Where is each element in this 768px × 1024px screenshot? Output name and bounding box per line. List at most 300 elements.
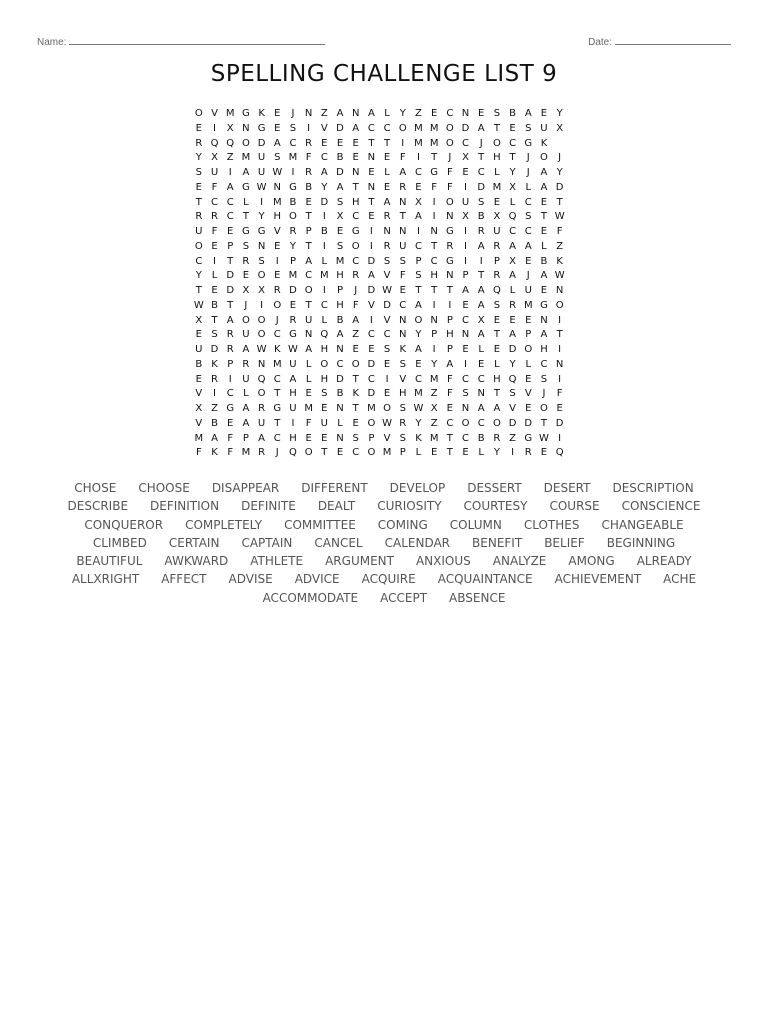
grid-letter: X bbox=[242, 285, 250, 296]
grid-row bbox=[191, 284, 583, 299]
grid-letter: T bbox=[431, 285, 438, 296]
grid-letter: E bbox=[556, 403, 563, 414]
word-bank-item: BENEFIT bbox=[472, 535, 523, 550]
grid-letter: F bbox=[446, 388, 453, 400]
grid-letter: N bbox=[555, 358, 564, 370]
word-bank-item: CHOSE bbox=[74, 481, 117, 495]
grid-letter: E bbox=[274, 270, 281, 282]
grid-letter: H bbox=[320, 373, 329, 385]
grid-letter: V bbox=[367, 299, 375, 311]
grid-letter: A bbox=[399, 167, 407, 178]
grid-letter: O bbox=[492, 417, 501, 429]
grid-letter: M bbox=[272, 196, 282, 208]
grid-letter: L bbox=[211, 270, 218, 282]
grid-letter: X bbox=[430, 403, 438, 414]
grid-letter: I bbox=[322, 211, 326, 223]
grid-letter: T bbox=[305, 211, 312, 223]
grid-letter: S bbox=[509, 388, 516, 400]
word-bank-item: ACQUAINTANCE bbox=[437, 572, 533, 587]
grid-letter: Q bbox=[508, 211, 517, 223]
grid-letter: U bbox=[289, 403, 297, 414]
grid-letter: B bbox=[211, 299, 218, 311]
grid-letter: E bbox=[540, 447, 548, 459]
grid-letter: O bbox=[367, 417, 376, 429]
word-bank-item: CHANGEABLE bbox=[601, 517, 684, 532]
word-bank bbox=[40, 479, 728, 607]
grid-letter: G bbox=[351, 226, 360, 237]
grid-letter: R bbox=[383, 240, 391, 252]
word-bank-row bbox=[40, 570, 728, 588]
grid-letter: I bbox=[464, 226, 467, 237]
grid-letter: C bbox=[367, 373, 375, 385]
grid-letter: O bbox=[351, 358, 360, 370]
grid-row bbox=[191, 166, 583, 181]
grid-letter: A bbox=[477, 329, 485, 341]
grid-letter: X bbox=[415, 196, 422, 208]
grid-letter: E bbox=[195, 373, 202, 385]
grid-letter: I bbox=[369, 240, 373, 252]
grid-letter: I bbox=[432, 211, 436, 223]
grid-letter: K bbox=[258, 108, 265, 119]
word-search-grid bbox=[191, 107, 583, 461]
grid-letter: J bbox=[275, 447, 279, 459]
grid-letter: E bbox=[195, 122, 202, 134]
grid-letter: G bbox=[540, 299, 548, 311]
grid-letter: N bbox=[242, 122, 250, 134]
grid-letter: M bbox=[429, 137, 439, 149]
grid-letter: L bbox=[384, 108, 390, 119]
grid-row bbox=[191, 122, 583, 137]
grid-letter: N bbox=[351, 108, 360, 119]
grid-letter: V bbox=[211, 108, 218, 119]
grid-letter: D bbox=[524, 417, 533, 429]
grid-letter: O bbox=[414, 314, 423, 326]
grid-letter: E bbox=[289, 299, 297, 311]
word-bank-item: BEAUTIFUL bbox=[76, 554, 143, 569]
grid-letter: C bbox=[414, 240, 422, 252]
grid-letter: W bbox=[256, 344, 267, 355]
grid-letter: T bbox=[384, 137, 391, 149]
grid-letter: W bbox=[554, 270, 565, 282]
grid-letter: O bbox=[241, 137, 250, 149]
grid-letter: C bbox=[352, 211, 360, 223]
grid-letter: E bbox=[540, 196, 548, 208]
word-bank-item: CANCEL bbox=[314, 535, 363, 550]
grid-letter: A bbox=[477, 299, 485, 311]
grid-letter: U bbox=[195, 344, 203, 355]
grid-letter: T bbox=[493, 122, 500, 134]
grid-letter: F bbox=[399, 270, 406, 282]
grid-letter: D bbox=[367, 388, 376, 400]
grid-letter: E bbox=[195, 181, 202, 193]
grid-letter: N bbox=[399, 314, 407, 326]
grid-letter: O bbox=[304, 285, 313, 296]
grid-letter: Y bbox=[195, 270, 202, 282]
grid-letter: S bbox=[493, 299, 501, 311]
grid-letter: F bbox=[446, 167, 453, 178]
grid-letter: B bbox=[509, 108, 517, 119]
grid-letter: A bbox=[415, 211, 422, 223]
grid-letter: I bbox=[511, 447, 515, 459]
grid-letter: I bbox=[260, 299, 264, 311]
grid-letter: A bbox=[367, 108, 375, 119]
grid-letter: Z bbox=[211, 403, 218, 414]
grid-letter: W bbox=[539, 432, 549, 444]
grid-letter: T bbox=[305, 299, 312, 311]
grid-letter: D bbox=[226, 270, 235, 282]
grid-letter: N bbox=[336, 344, 344, 355]
grid-letter: I bbox=[464, 240, 467, 252]
grid-letter: U bbox=[493, 226, 501, 237]
grid-letter: U bbox=[399, 240, 407, 252]
grid-letter: B bbox=[477, 432, 485, 444]
grid-letter: P bbox=[227, 358, 234, 370]
grid-letter: M bbox=[272, 358, 282, 370]
grid-letter: M bbox=[241, 152, 251, 164]
word-bank-item: COURTESY bbox=[463, 499, 528, 514]
grid-letter: O bbox=[241, 314, 250, 326]
grid-row bbox=[191, 328, 583, 343]
grid-letter: E bbox=[274, 108, 281, 119]
grid-row bbox=[191, 314, 583, 329]
grid-letter: R bbox=[273, 285, 281, 296]
grid-letter: E bbox=[540, 285, 548, 296]
word-bank-item: CLOTHES bbox=[523, 517, 580, 532]
grid-letter: E bbox=[336, 226, 344, 237]
grid-letter: R bbox=[524, 447, 532, 459]
grid-letter: I bbox=[369, 226, 373, 237]
grid-letter: E bbox=[227, 226, 234, 237]
grid-letter: K bbox=[211, 358, 218, 370]
grid-letter: X bbox=[509, 181, 517, 193]
grid-letter: S bbox=[211, 329, 218, 341]
grid-letter: T bbox=[540, 417, 548, 429]
grid-letter: R bbox=[289, 314, 297, 326]
grid-letter: D bbox=[336, 373, 344, 385]
grid-letter: L bbox=[321, 314, 328, 326]
grid-letter: N bbox=[399, 226, 407, 237]
grid-letter: T bbox=[556, 196, 563, 208]
grid-letter: I bbox=[464, 358, 467, 370]
header bbox=[37, 35, 731, 49]
grid-letter: D bbox=[210, 344, 219, 355]
grid-letter: F bbox=[305, 152, 312, 164]
grid-letter: U bbox=[257, 167, 266, 178]
grid-row bbox=[191, 196, 583, 211]
grid-letter: Y bbox=[195, 152, 202, 164]
name-label: Name: bbox=[37, 37, 67, 48]
grid-letter: O bbox=[398, 122, 407, 134]
grid-letter: I bbox=[307, 122, 311, 134]
grid-letter: A bbox=[415, 299, 422, 311]
grid-letter: C bbox=[477, 417, 485, 429]
grid-letter: L bbox=[525, 181, 532, 193]
word-bank-row bbox=[40, 516, 728, 534]
grid-letter: E bbox=[525, 255, 532, 267]
word-bank-item: CERTAIN bbox=[168, 535, 220, 550]
grid-letter: I bbox=[479, 255, 483, 267]
word-bank-item: ANALYZE bbox=[492, 554, 547, 569]
grid-letter: V bbox=[509, 403, 517, 414]
grid-letter: H bbox=[446, 329, 454, 341]
grid-letter: D bbox=[508, 344, 517, 355]
grid-letter: M bbox=[288, 270, 298, 282]
grid-letter: R bbox=[226, 344, 234, 355]
grid-letter: I bbox=[385, 373, 389, 385]
grid-letter: E bbox=[478, 108, 485, 119]
grid-letter: R bbox=[242, 358, 250, 370]
grid-letter: M bbox=[429, 373, 439, 385]
grid-letter: D bbox=[257, 137, 266, 149]
grid-letter: U bbox=[289, 358, 297, 370]
grid-letter: O bbox=[367, 447, 376, 459]
grid-letter: E bbox=[399, 285, 406, 296]
grid-letter: P bbox=[227, 240, 234, 252]
grid-letter: F bbox=[227, 447, 234, 459]
grid-letter: P bbox=[462, 270, 469, 282]
grid-letter: E bbox=[321, 403, 328, 414]
grid-letter: D bbox=[477, 181, 486, 193]
grid-letter: O bbox=[524, 344, 533, 355]
grid-letter: M bbox=[288, 152, 298, 164]
word-bank-item: BELIEF bbox=[544, 535, 585, 550]
grid-letter: X bbox=[509, 255, 517, 267]
grid-letter: K bbox=[415, 432, 422, 444]
grid-letter: L bbox=[494, 358, 500, 370]
grid-letter: S bbox=[274, 152, 281, 164]
grid-letter: F bbox=[211, 181, 218, 193]
grid-letter: D bbox=[336, 122, 344, 134]
grid-letter: N bbox=[399, 329, 407, 341]
word-bank-item: AMONG bbox=[568, 554, 615, 569]
grid-letter: L bbox=[415, 447, 422, 459]
grid-letter: C bbox=[540, 358, 548, 370]
grid-letter: O bbox=[383, 403, 392, 414]
grid-letter: X bbox=[493, 211, 501, 223]
grid-letter: A bbox=[242, 167, 250, 178]
grid-letter: G bbox=[242, 181, 250, 193]
grid-letter: D bbox=[367, 358, 376, 370]
grid-letter: E bbox=[336, 447, 344, 459]
grid-letter: H bbox=[493, 152, 501, 164]
word-bank-item: DEFINITE bbox=[241, 499, 296, 514]
grid-letter: L bbox=[321, 255, 328, 267]
grid-letter: S bbox=[336, 240, 344, 252]
word-bank-item: DESSERT bbox=[467, 481, 522, 495]
grid-letter: N bbox=[446, 270, 454, 282]
grid-letter: K bbox=[399, 344, 407, 355]
grid-letter: U bbox=[461, 196, 470, 208]
grid-letter: A bbox=[242, 344, 250, 355]
grid-letter: I bbox=[275, 255, 279, 267]
grid-letter: A bbox=[336, 108, 344, 119]
grid-letter: C bbox=[352, 255, 360, 267]
grid-letter: C bbox=[524, 196, 532, 208]
grid-letter: E bbox=[352, 137, 359, 149]
grid-letter: O bbox=[492, 137, 501, 149]
grid-letter: T bbox=[211, 314, 218, 326]
grid-letter: G bbox=[445, 226, 454, 237]
grid-letter: T bbox=[195, 196, 202, 208]
grid-letter: I bbox=[322, 285, 326, 296]
grid-letter: M bbox=[429, 122, 439, 134]
grid-letter: M bbox=[335, 255, 345, 267]
grid-letter: L bbox=[478, 447, 484, 459]
word-bank-item: CHOOSE bbox=[138, 481, 190, 495]
grid-letter: T bbox=[478, 152, 485, 164]
grid-letter: A bbox=[352, 122, 360, 134]
grid-letter: C bbox=[195, 255, 203, 267]
grid-row bbox=[191, 181, 583, 196]
grid-letter: B bbox=[336, 314, 344, 326]
grid-letter: O bbox=[273, 299, 282, 311]
grid-letter: D bbox=[383, 299, 391, 311]
word-bank-item: ACHE bbox=[663, 572, 697, 587]
grid-letter: E bbox=[368, 344, 375, 355]
date-blank-line bbox=[615, 35, 731, 45]
grid-letter: Q bbox=[257, 373, 266, 385]
grid-letter: N bbox=[461, 329, 470, 341]
grid-letter: E bbox=[478, 358, 485, 370]
grid-letter: B bbox=[540, 255, 548, 267]
grid-letter: P bbox=[289, 255, 296, 267]
grid-letter: H bbox=[493, 373, 501, 385]
grid-letter: D bbox=[367, 255, 376, 267]
grid-letter: T bbox=[431, 240, 438, 252]
grid-letter: Q bbox=[555, 447, 564, 459]
grid-letter: U bbox=[320, 417, 328, 429]
grid-letter: T bbox=[509, 152, 516, 164]
grid-letter: L bbox=[509, 285, 516, 296]
grid-letter: R bbox=[509, 299, 517, 311]
word-bank-item: BEGINNING bbox=[606, 535, 676, 550]
grid-letter: A bbox=[211, 432, 218, 444]
grid-letter: B bbox=[336, 388, 344, 400]
word-bank-item: ALREADY bbox=[636, 554, 692, 569]
grid-row bbox=[191, 269, 583, 284]
grid-letter: I bbox=[448, 299, 452, 311]
grid-letter: W bbox=[413, 403, 424, 414]
grid-letter: M bbox=[414, 122, 423, 134]
grid-letter: O bbox=[257, 314, 266, 326]
grid-letter: S bbox=[525, 211, 532, 223]
grid-letter: C bbox=[273, 329, 281, 341]
grid-letter: A bbox=[305, 344, 313, 355]
grid-letter: D bbox=[555, 181, 564, 193]
grid-letter: N bbox=[367, 152, 376, 164]
word-bank-item: COMPLETELY bbox=[185, 517, 263, 532]
name-field bbox=[37, 35, 325, 48]
grid-letter: Z bbox=[430, 417, 438, 429]
grid-letter: E bbox=[274, 240, 281, 252]
grid-letter: D bbox=[320, 196, 329, 208]
grid-letter: J bbox=[558, 152, 562, 164]
grid-row bbox=[191, 225, 583, 240]
grid-letter: R bbox=[399, 181, 407, 193]
grid-letter: C bbox=[383, 122, 391, 134]
grid-letter: I bbox=[322, 240, 326, 252]
grid-letter: A bbox=[477, 240, 485, 252]
grid-letter: E bbox=[305, 388, 312, 400]
grid-letter: M bbox=[304, 403, 313, 414]
grid-letter: T bbox=[415, 285, 422, 296]
grid-letter: T bbox=[556, 329, 563, 341]
grid-letter: S bbox=[525, 122, 532, 134]
grid-letter: I bbox=[558, 314, 562, 326]
grid-letter: S bbox=[242, 240, 250, 252]
grid-letter: R bbox=[258, 447, 266, 459]
word-bank-item: CONQUEROR bbox=[84, 517, 164, 532]
grid-letter: T bbox=[540, 211, 548, 223]
grid-letter: S bbox=[399, 255, 406, 267]
grid-letter: V bbox=[383, 432, 391, 444]
grid-row bbox=[191, 151, 583, 166]
grid-letter: A bbox=[242, 403, 250, 414]
word-bank-item: ADVICE bbox=[294, 572, 340, 587]
grid-letter: Z bbox=[226, 152, 234, 164]
word-bank-item: DEFINITION bbox=[150, 499, 220, 514]
grid-letter: E bbox=[274, 122, 281, 134]
grid-letter: E bbox=[352, 344, 359, 355]
grid-letter: E bbox=[305, 432, 312, 444]
grid-letter: E bbox=[525, 373, 532, 385]
grid-letter: S bbox=[399, 432, 406, 444]
grid-letter: Z bbox=[430, 388, 438, 400]
grid-row bbox=[191, 387, 583, 402]
grid-letter: C bbox=[414, 167, 422, 178]
grid-row bbox=[191, 299, 583, 314]
grid-letter: I bbox=[432, 344, 436, 355]
grid-letter: F bbox=[227, 432, 234, 444]
grid-letter: X bbox=[211, 152, 218, 164]
grid-letter: U bbox=[210, 167, 219, 178]
grid-letter: I bbox=[464, 181, 467, 193]
grid-letter: C bbox=[226, 211, 234, 223]
grid-letter: I bbox=[369, 314, 373, 326]
grid-letter: I bbox=[401, 137, 405, 149]
grid-letter: X bbox=[556, 122, 564, 134]
grid-letter: A bbox=[242, 417, 250, 429]
grid-letter: O bbox=[320, 358, 329, 370]
grid-letter: R bbox=[399, 417, 407, 429]
grid-letter: W bbox=[382, 285, 393, 296]
grid-letter: L bbox=[384, 167, 390, 178]
grid-letter: R bbox=[446, 240, 454, 252]
grid-letter: L bbox=[478, 344, 484, 355]
grid-letter: M bbox=[367, 403, 376, 414]
grid-letter: S bbox=[352, 432, 359, 444]
grid-letter: T bbox=[431, 152, 438, 164]
grid-letter: O bbox=[304, 447, 313, 459]
grid-letter: J bbox=[526, 270, 530, 282]
grid-letter: E bbox=[321, 432, 328, 444]
grid-letter: S bbox=[289, 122, 297, 134]
grid-letter: S bbox=[383, 344, 391, 355]
grid-letter: F bbox=[211, 226, 218, 237]
grid-letter: Q bbox=[226, 137, 235, 149]
grid-row bbox=[191, 446, 583, 461]
grid-letter: I bbox=[416, 152, 420, 164]
grid-letter: I bbox=[558, 344, 562, 355]
grid-letter: O bbox=[257, 388, 266, 400]
grid-letter: C bbox=[462, 137, 470, 149]
grid-letter: N bbox=[399, 196, 407, 208]
grid-letter: G bbox=[524, 432, 533, 444]
grid-letter: N bbox=[336, 403, 344, 414]
grid-letter: P bbox=[368, 432, 375, 444]
grid-letter: E bbox=[415, 358, 422, 370]
grid-letter: E bbox=[462, 167, 469, 178]
